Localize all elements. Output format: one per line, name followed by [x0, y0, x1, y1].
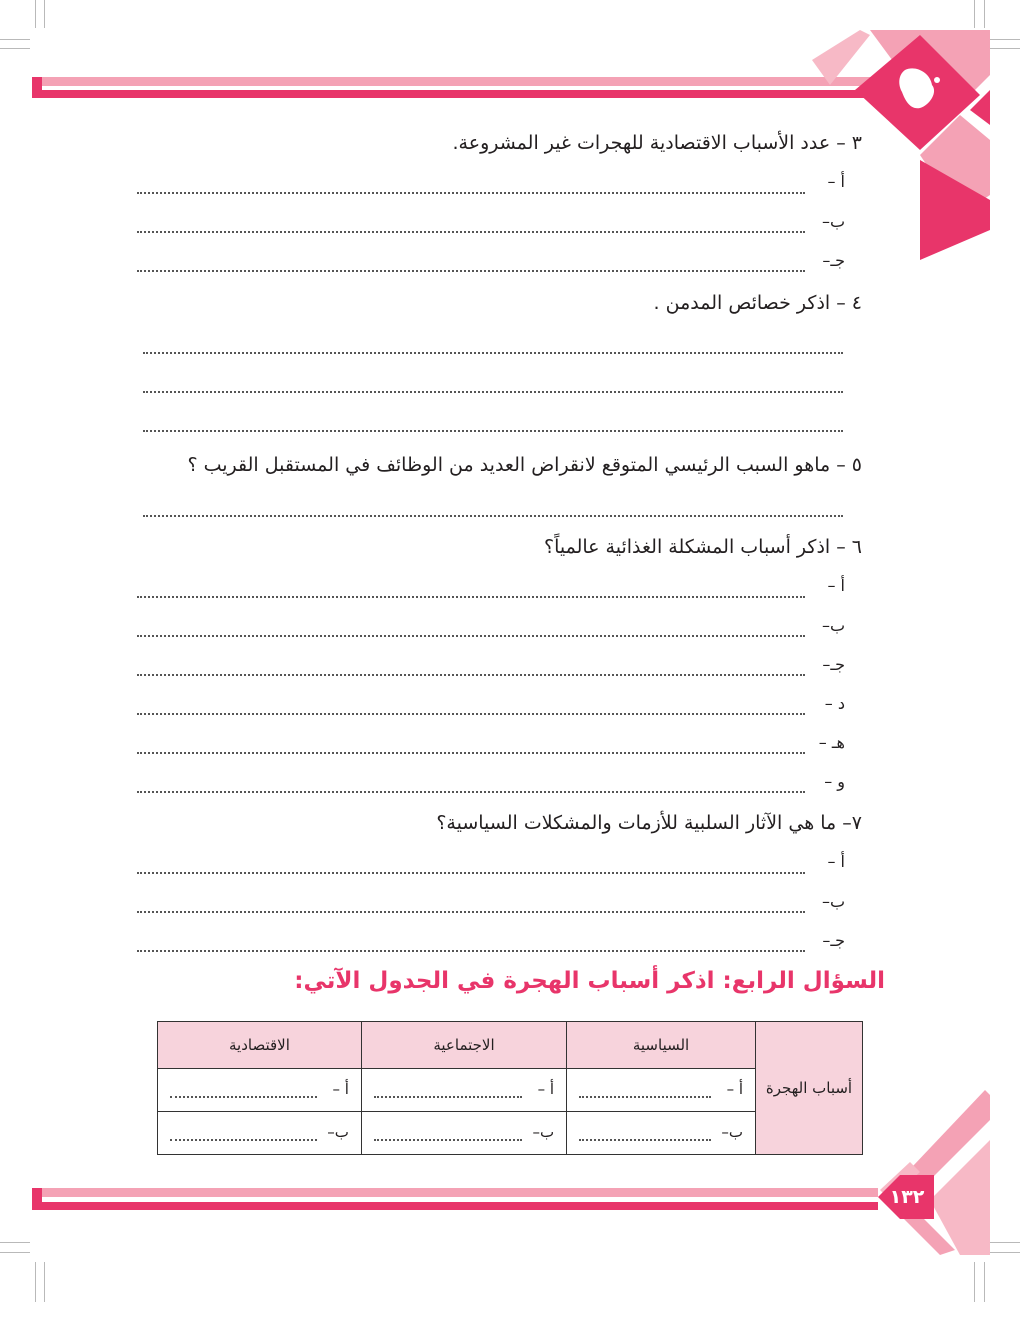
top-band-light — [32, 77, 872, 86]
cell-item-label: ب– — [532, 1123, 555, 1141]
crop-mark — [984, 1262, 985, 1302]
answer-line[interactable] — [137, 950, 805, 952]
question-3: ٣ – عدد الأسباب الاقتصادية للهجرات غير المشروعة. — [452, 132, 862, 154]
column-header-social: الاجتماعية — [361, 1022, 566, 1069]
answer-line[interactable] — [137, 752, 805, 754]
answer-line[interactable] — [137, 791, 805, 793]
crop-mark — [990, 1252, 1020, 1253]
answer-line[interactable] — [374, 1096, 522, 1098]
migration-causes-table — [157, 1021, 863, 1155]
answer-label: جـ– — [822, 931, 845, 950]
answer-line[interactable] — [137, 635, 805, 637]
table-cell[interactable] — [158, 1069, 362, 1112]
answer-line[interactable] — [137, 911, 805, 913]
bottom-band-square — [32, 1188, 42, 1210]
question-5: ٥ – ماهو السبب الرئيسي المتوقع لانقراض العديد من الوظائف في المستقبل القريب ؟ — [187, 454, 862, 476]
answer-label: أ – — [827, 172, 845, 191]
table-cell[interactable] — [567, 1112, 756, 1155]
answer-line[interactable] — [143, 430, 843, 432]
answer-label: أ – — [827, 576, 845, 595]
bottom-band-dark — [32, 1202, 878, 1210]
answer-line[interactable] — [137, 192, 805, 194]
cell-item-label: أ – — [332, 1080, 349, 1098]
crop-mark — [0, 48, 30, 49]
answer-line[interactable] — [137, 872, 805, 874]
crop-mark — [984, 0, 985, 28]
answer-line[interactable] — [170, 1096, 317, 1098]
answer-line[interactable] — [137, 270, 805, 272]
answer-line[interactable] — [137, 713, 805, 715]
top-band-square — [32, 77, 42, 98]
crop-mark — [0, 1242, 30, 1243]
column-header-economic: الاقتصادية — [158, 1022, 362, 1069]
table-cell[interactable] — [158, 1112, 362, 1155]
answer-label: و – — [824, 772, 845, 791]
crop-mark — [990, 39, 1020, 40]
answer-line[interactable] — [579, 1139, 711, 1141]
crop-mark — [990, 1242, 1020, 1243]
answer-label: ب– — [821, 616, 845, 635]
crop-mark — [35, 1262, 36, 1302]
answer-line[interactable] — [137, 231, 805, 233]
crop-mark — [990, 48, 1020, 49]
answer-label: د – — [824, 694, 845, 713]
cell-item-label: أ – — [726, 1080, 743, 1098]
cell-item-label: ب– — [721, 1123, 743, 1141]
table-cell[interactable] — [361, 1069, 566, 1112]
crop-mark — [0, 39, 30, 40]
answer-line[interactable] — [579, 1096, 711, 1098]
table-cell[interactable] — [361, 1112, 566, 1155]
answer-label: هـ – — [818, 733, 845, 752]
question-7: ٧– ما هي الآثار السلبية للأزمات والمشكلات السياسية؟ — [436, 812, 862, 834]
answer-label: ب– — [821, 892, 845, 911]
table-row-label: أسباب الهجرة — [756, 1022, 863, 1155]
answer-line[interactable] — [374, 1139, 522, 1141]
crop-mark — [44, 0, 45, 28]
section-four-heading: السؤال الرابع: اذكر أسباب الهجرة في الجدول الآتي: — [294, 968, 885, 994]
answer-label: أ – — [827, 852, 845, 871]
answer-line[interactable] — [143, 391, 843, 393]
answer-label: جـ– — [822, 251, 845, 270]
crop-mark — [0, 1252, 30, 1253]
crop-mark — [974, 0, 975, 28]
question-6: ٦ – اذكر أسباب المشكلة الغذائية عالمياً؟ — [543, 536, 862, 558]
answer-label: جـ– — [822, 655, 845, 674]
answer-line[interactable] — [137, 674, 805, 676]
answer-label: ب– — [821, 212, 845, 231]
cell-item-label: ب– — [327, 1123, 349, 1141]
crop-mark — [35, 0, 36, 28]
table-cell[interactable] — [567, 1069, 756, 1112]
top-band-dark — [32, 90, 872, 98]
answer-line[interactable] — [143, 515, 843, 517]
crop-mark — [974, 1262, 975, 1302]
question-4: ٤ – اذكر خصائص المدمن . — [653, 292, 862, 314]
page-number: ١٣٢ — [889, 1186, 925, 1208]
column-header-political: السياسية — [567, 1022, 756, 1069]
bottom-band-light — [32, 1188, 878, 1197]
answer-line[interactable] — [170, 1139, 317, 1141]
answer-line[interactable] — [143, 352, 843, 354]
crop-mark — [44, 1262, 45, 1302]
answer-line[interactable] — [137, 596, 805, 598]
cell-item-label: أ – — [537, 1080, 555, 1098]
